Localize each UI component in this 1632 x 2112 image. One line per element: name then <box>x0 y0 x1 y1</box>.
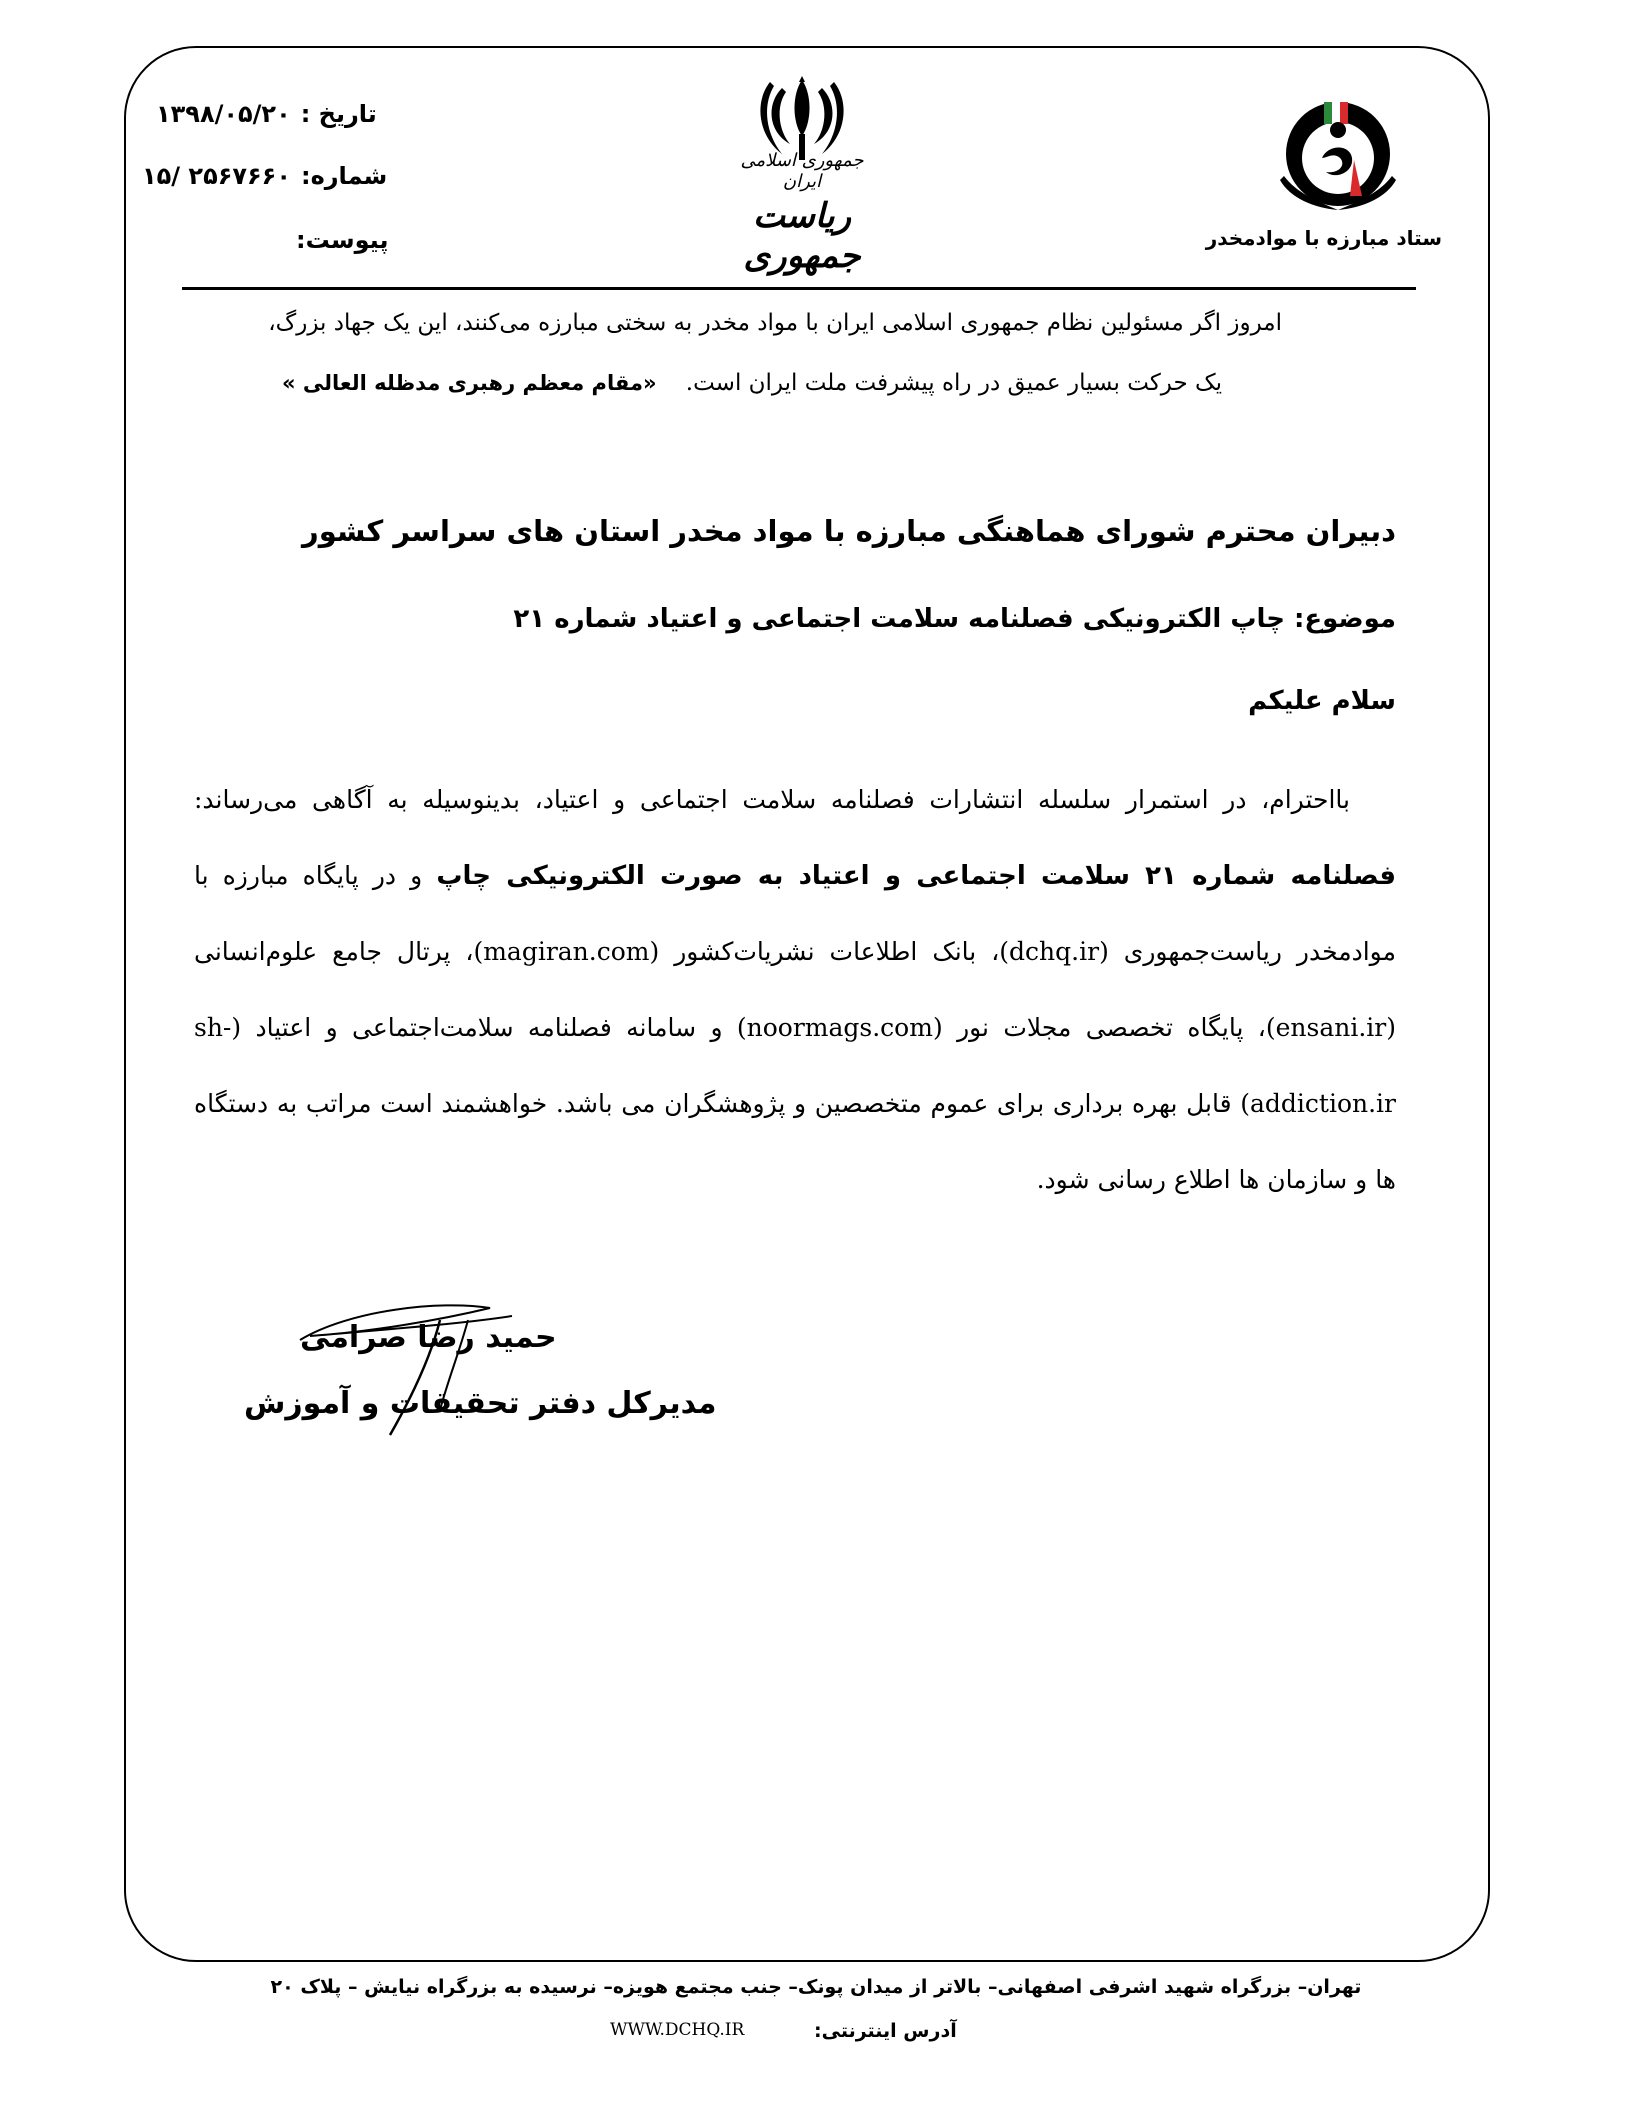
number-value: ۲۵۶۷۶۶۰ /۱۵ <box>142 162 291 190</box>
subject-line: موضوع: چاپ الکترونیکی فصلنامه سلامت اجتماعی و اعتیاد شماره ۲۱ <box>513 604 1396 634</box>
footer-web-url[interactable]: WWW.DCHQ.IR <box>610 2020 745 2040</box>
body-bold: فصلنامه شماره ۲۱ سلامت اجتماعی و اعتیاد به صورت الکترونیکی چاپ <box>436 861 1396 891</box>
number-label: شماره: <box>300 162 388 190</box>
quote-text: یک حرکت بسیار عمیق در راه پیشرفت ملت ایران است. <box>685 370 1222 396</box>
body-rest: و در پایگاه مبارزه با موادمخدر ریاست‌جمهوری (dchq.ir)، بانک اطلاعات نشریات‌کشور (magiran.com)، پرتال جامع علوم‌انسانی (ensani.ir)، پایگاه تخصصی مجلات نور (noormags.com) و سامانه فصلنامه سلامت‌اجتماعی و اعتیاد (sh-addiction.ir) قابل بهره برداری برای عموم متخصصین و پژوهشگران می باشد. خواهشمند است مراتب به دستگاه ها و سازمان ها اطلاع رسانی شود. <box>194 861 1396 1194</box>
recipient-line: دبیران محترم شورای هماهنگی مبارزه با مواد مخدر استان های سراسر کشور <box>302 514 1396 548</box>
footer-address: تهران– بزرگراه شهید اشرفی اصفهانی– بالاتر از میدان پونک– جنب مجتمع هویزه– نرسیده به بزرگراه نیایش – پلاک ۲۰ <box>270 1976 1362 1998</box>
dchq-logo-icon <box>1270 100 1400 220</box>
quote-line-1: امروز اگر مسئولین نظام جمهوری اسلامی ایران با مواد مخدر به سختی مبارزه می‌کنند، این یک جهاد بزرگ، <box>268 310 1282 336</box>
attachment-line <box>296 226 388 254</box>
header-divider <box>182 287 1416 290</box>
gov-title: ریاست جمهوری <box>743 196 861 276</box>
signer-name: حمید رضا صرامی <box>300 1320 557 1355</box>
date-value: ۱۳۹۸/۰۵/۲۰ <box>156 100 291 128</box>
signer-title: مدیرکل دفتر تحقیقات و آموزش <box>244 1386 717 1421</box>
gov-subtitle: جمهوری اسلامی ایران <box>740 150 864 192</box>
salutation: سلام علیکم <box>1248 686 1396 716</box>
org-caption: ستاد مبارزه با موادمخدر <box>1205 226 1442 250</box>
date-label: تاریخ : <box>300 100 377 128</box>
date-line <box>156 100 377 128</box>
letter-body <box>194 762 1396 1218</box>
quote-attribution: «مقام معظم رهبری مدظله العالی » <box>281 371 657 395</box>
quote-line-2 <box>282 370 1222 396</box>
attachment-label: پیوست: <box>296 226 389 254</box>
footer-web-label: آدرس اینترنتی: <box>814 2020 957 2042</box>
number-line <box>142 162 387 190</box>
body-intro: بااحترام، در استمرار سلسله انتشارات فصلنامه سلامت اجتماعی و اعتیاد، بدینوسیله به آگاهی می‌رساند: <box>194 785 1350 814</box>
